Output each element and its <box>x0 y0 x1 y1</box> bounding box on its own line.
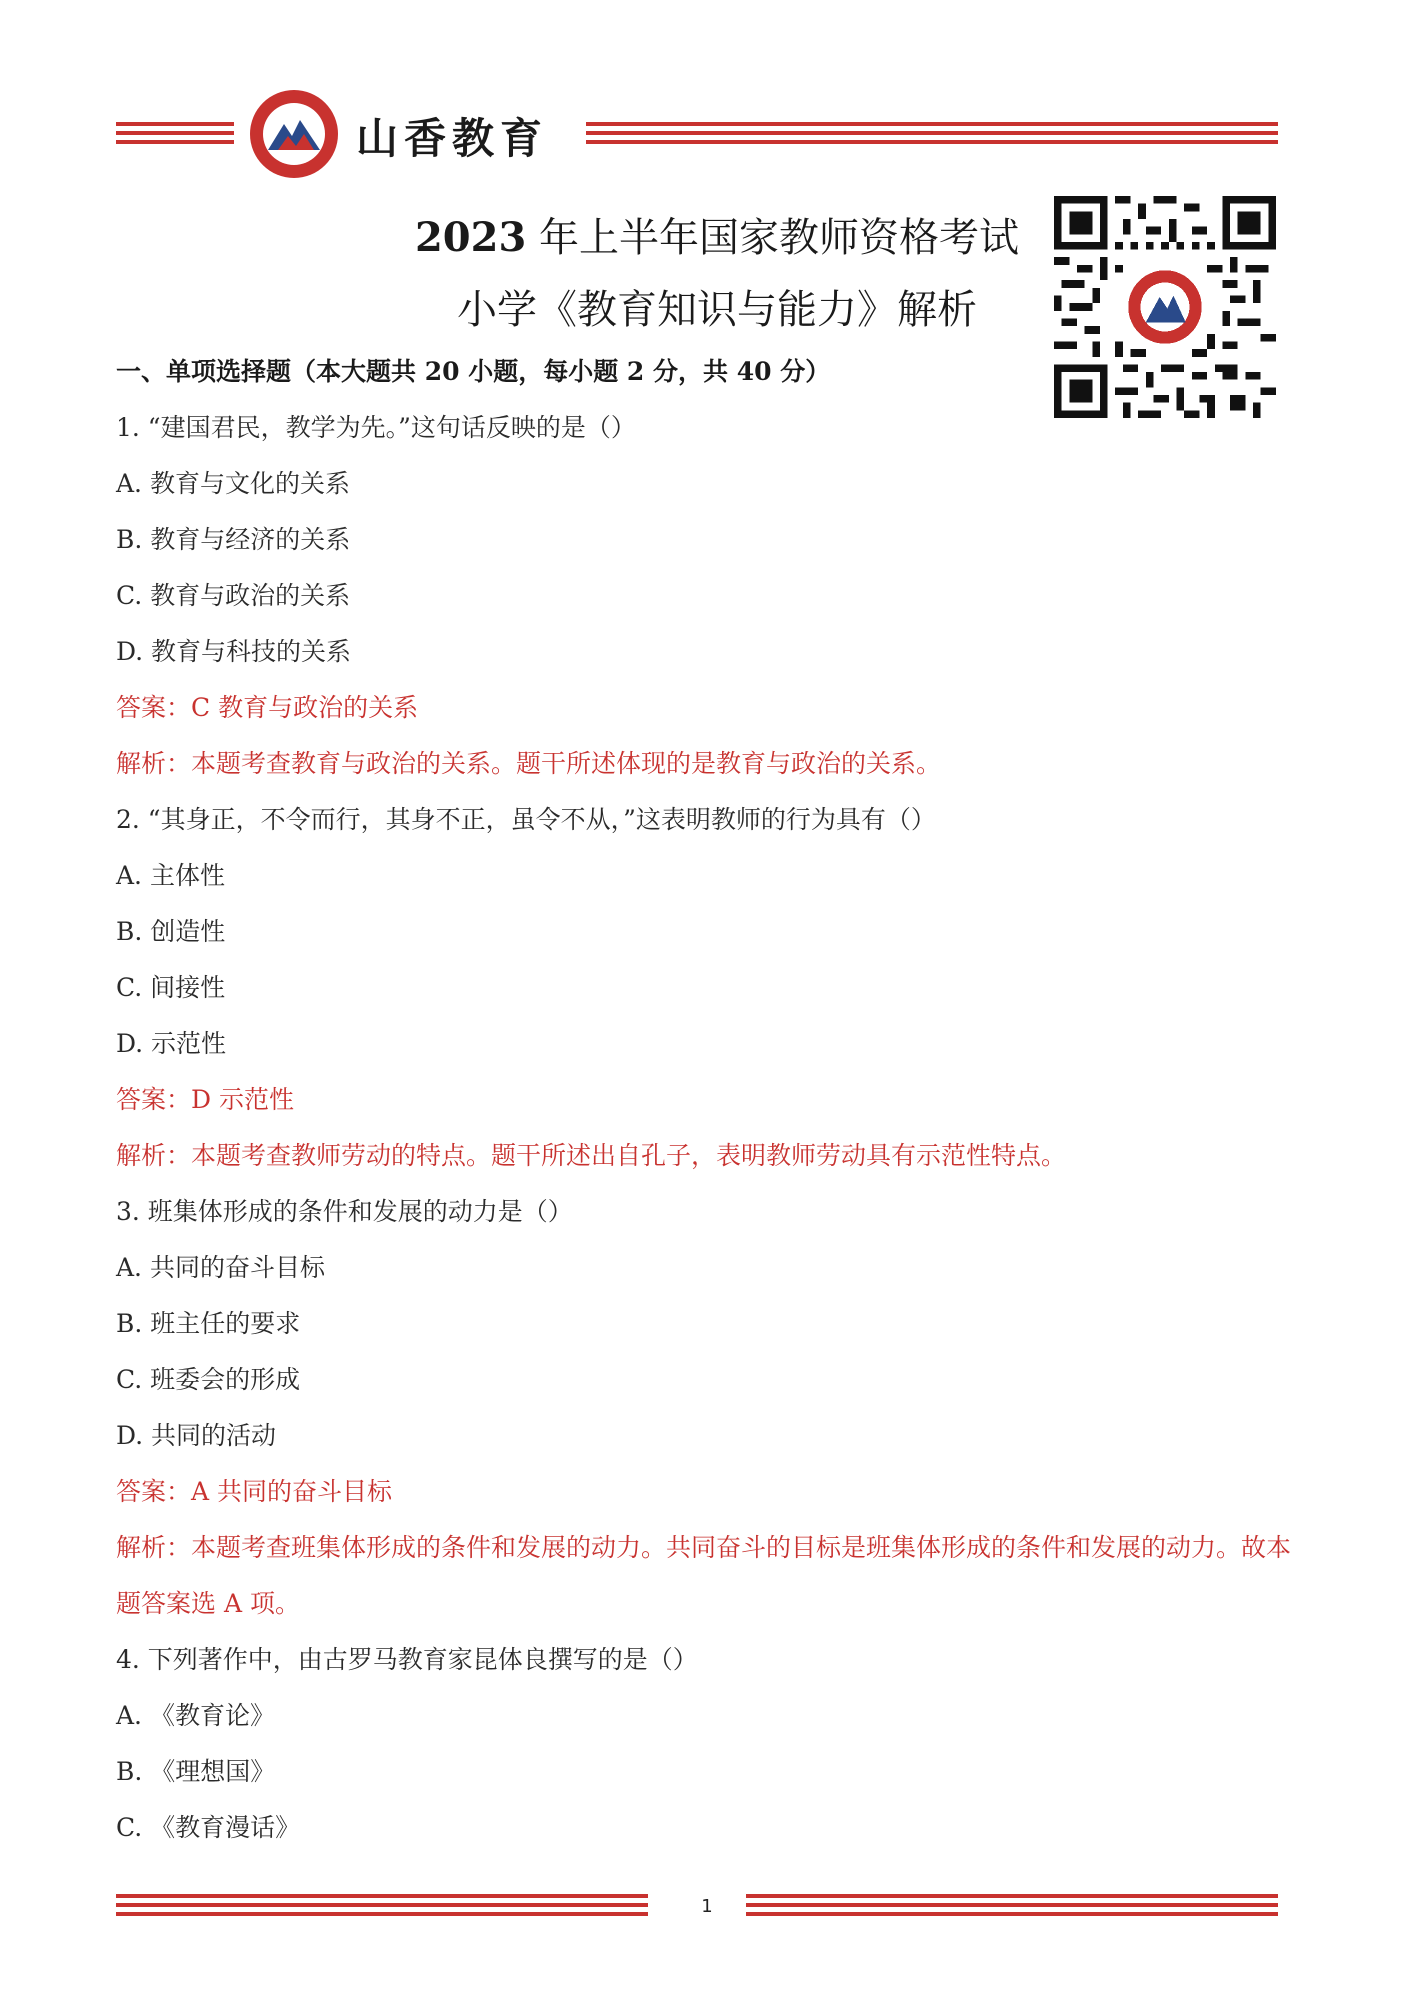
answer-text: 答案：A 共同的奋斗目标 <box>116 1477 393 1506</box>
shanxiang-logo-icon <box>248 88 340 180</box>
option-c: C. 班委会的形成 <box>116 1365 301 1394</box>
option-a: A. 共同的奋斗目标 <box>116 1253 325 1282</box>
option-b: B. 班主任的要求 <box>116 1309 301 1338</box>
option-b: B. 《理想国》 <box>116 1757 276 1786</box>
analysis-text: 解析：本题考查班集体形成的条件和发展的动力。共同奋斗的目标是班集体形成的条件和发展的动力。故本题答案选 A 项。 <box>116 1533 1292 1618</box>
option-d: D. 共同的活动 <box>116 1421 277 1450</box>
question-stem: 4. 下列著作中，由古罗马教育家昆体良撰写的是（） <box>116 1645 698 1674</box>
option-a: A. 《教育论》 <box>116 1701 275 1730</box>
header-stripes-left <box>116 122 234 144</box>
option-d: D. 教育与科技的关系 <box>116 637 352 666</box>
option-c: C. 教育与政治的关系 <box>116 581 351 610</box>
header-stripes-right <box>586 122 1278 144</box>
option-b: B. 创造性 <box>116 917 226 946</box>
option-c: C. 间接性 <box>116 973 226 1002</box>
title-year: 2023 <box>414 214 527 261</box>
answer-text: 答案：D 示范性 <box>116 1085 294 1114</box>
document-body <box>116 344 1316 1856</box>
page-title-line1 <box>0 206 1414 263</box>
section-heading: 一、单项选择题（本大题共 20 小题，每小题 2 分，共 40 分） <box>116 357 831 386</box>
answer-text: 答案：C 教育与政治的关系 <box>116 693 419 722</box>
question-stem: 3. 班集体形成的条件和发展的动力是（） <box>116 1197 573 1226</box>
option-c: C. 《教育漫话》 <box>116 1813 301 1842</box>
analysis-text: 解析：本题考查教育与政治的关系。题干所述体现的是教育与政治的关系。 <box>116 749 942 778</box>
page-title-line2: 小学《教育知识与能力》解析 <box>457 287 977 333</box>
question-stem: 1. “建国君民，教学为先。”这句话反映的是（） <box>116 413 636 442</box>
page-number: 1 <box>701 1896 713 1917</box>
analysis-text: 解析：本题考查教师劳动的特点。题干所述出自孔子，表明教师劳动具有示范性特点。 <box>116 1141 1067 1170</box>
option-a: A. 主体性 <box>116 861 225 890</box>
option-a: A. 教育与文化的关系 <box>116 469 350 498</box>
title-line1-rest: 年上半年国家教师资格考试 <box>539 215 1020 261</box>
option-d: D. 示范性 <box>116 1029 227 1058</box>
brand-name: 山香教育 <box>356 114 549 163</box>
option-b: B. 教育与经济的关系 <box>116 525 351 554</box>
question-stem: 2. “其身正，不令而行，其身不正，虽令不从，”这表明教师的行为具有（） <box>116 805 936 834</box>
